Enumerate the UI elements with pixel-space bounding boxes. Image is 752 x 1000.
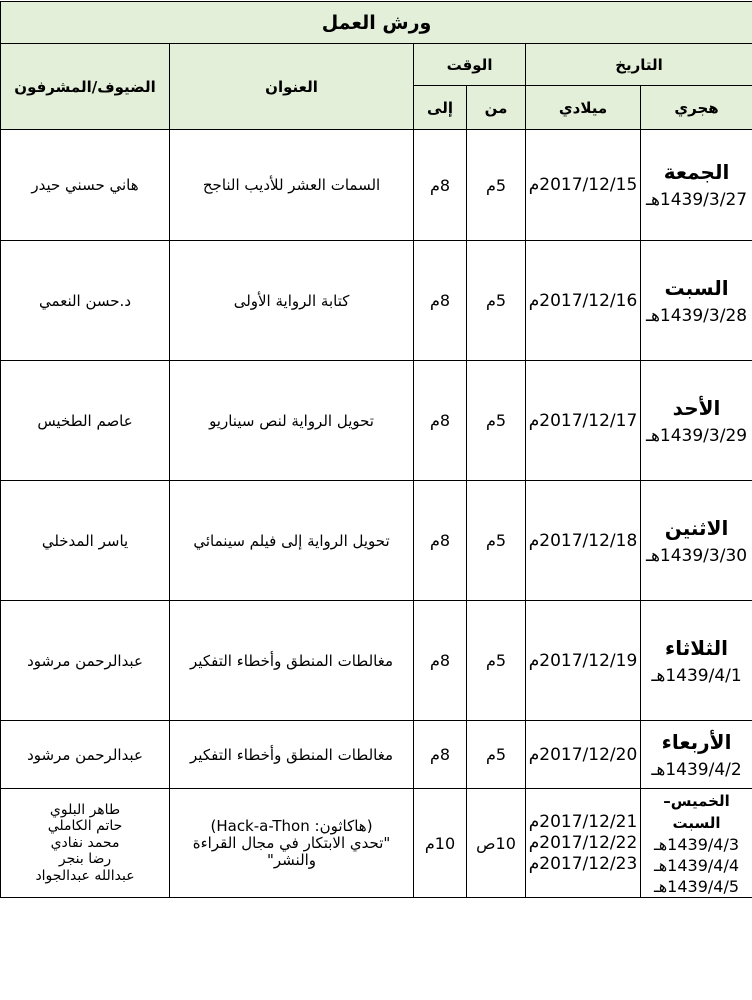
table-row [1, 789, 752, 898]
header-hijri: هجري [641, 86, 752, 130]
hijri-date: 1439/3/29هـ [645, 425, 748, 446]
guest-name: د.حسن النعمي [1, 241, 170, 361]
hijri-cell [641, 601, 752, 721]
gregorian-date: 2017/12/17م [526, 361, 641, 481]
guest-name: محمد نفادي [50, 834, 120, 851]
guest-name: عاصم الطخيس [1, 361, 170, 481]
hijri-date: 1439/4/1هـ [651, 665, 742, 686]
hijri-cell [641, 481, 752, 601]
guest-list [1, 789, 170, 898]
workshop-title [170, 789, 414, 898]
time-from: 5م [467, 721, 526, 789]
table-row [1, 130, 752, 241]
time-to: 8م [414, 361, 467, 481]
table-row [1, 721, 752, 789]
time-to: 8م [414, 601, 467, 721]
day-name: السبت [664, 275, 729, 300]
hijri-cell [641, 130, 752, 241]
workshop-title: تحويل الرواية إلى فيلم سينمائي [170, 481, 414, 601]
hijri-cell [641, 241, 752, 361]
time-to: 8م [414, 130, 467, 241]
time-from: 5م [467, 481, 526, 601]
hijri-date: 1439/3/27هـ [645, 190, 748, 210]
workshop-title: تحويل الرواية لنص سيناريو [170, 361, 414, 481]
hijri-cell [641, 789, 752, 898]
day-name: الجمعة [663, 160, 730, 184]
gregorian-date: 2017/12/19م [526, 601, 641, 721]
table-row [1, 601, 752, 721]
header-date: التاريخ [526, 44, 752, 86]
gregorian-cell [526, 789, 641, 898]
workshop-title: مغالطات المنطق وأخطاء التفكير [170, 601, 414, 721]
gregorian-date: 2017/12/22م [528, 832, 638, 853]
workshop-title-line: "تحدي الابتكار في مجال القراءة [192, 833, 391, 852]
time-to: 8م [414, 481, 467, 601]
hijri-date: 1439/4/3هـ [654, 834, 740, 854]
workshop-title: السمات العشر للأديب الناجح [170, 130, 414, 241]
time-to: 8م [414, 721, 467, 789]
guest-name: هاني حسني حيدر [1, 130, 170, 241]
gregorian-date: 2017/12/15م [526, 130, 641, 241]
time-from: 5م [467, 241, 526, 361]
time-from: 5م [467, 361, 526, 481]
day-name: الاثنين [664, 515, 729, 540]
hijri-cell [641, 721, 752, 789]
day-name: الأربعاء [661, 729, 732, 754]
day-name: الثلاثاء [665, 635, 729, 660]
header-gregorian: ميلادي [526, 86, 641, 130]
gregorian-date: 2017/12/21م [528, 811, 638, 832]
guest-name: عبدالرحمن مرشود [1, 721, 170, 789]
hijri-cell [641, 361, 752, 481]
hijri-date: 1439/4/2هـ [651, 759, 742, 780]
hijri-date: 1439/3/30هـ [645, 545, 748, 566]
guest-name: عبدالرحمن مرشود [1, 601, 170, 721]
guest-name: رضا بنجر [58, 851, 112, 868]
time-from: 10ص [467, 789, 526, 898]
table-row [1, 481, 752, 601]
time-from: 5م [467, 601, 526, 721]
hijri-date: 1439/4/4هـ [654, 855, 740, 875]
workshop-title: مغالطات المنطق وأخطاء التفكير [170, 721, 414, 789]
table-row [1, 241, 752, 361]
workshops-table [0, 1, 752, 898]
hijri-date: 1439/4/5هـ [654, 876, 740, 896]
gregorian-date: 2017/12/20م [526, 721, 641, 789]
guest-name: ياسر المدخلي [1, 481, 170, 601]
workshop-title-line: (هاكاثون: Hack-a-Thon) [210, 816, 373, 835]
header-topic: العنوان [170, 44, 414, 130]
guest-name: طاهر البلوي [49, 801, 121, 818]
time-from: 5م [467, 130, 526, 241]
time-to: 10م [414, 789, 467, 898]
gregorian-date: 2017/12/16م [526, 241, 641, 361]
header-time: الوقت [414, 44, 526, 86]
header-guests: الضيوف/المشرفون [1, 44, 170, 130]
header-to: إلى [414, 86, 467, 130]
workshop-title: كتابة الرواية الأولى [170, 241, 414, 361]
hijri-date: 1439/3/28هـ [645, 305, 748, 326]
table-row [1, 361, 752, 481]
day-name: الأحد [672, 395, 721, 420]
workshop-title-line: والنشر" [266, 850, 317, 869]
table-title: ورش العمل [1, 2, 752, 44]
guest-name: حاتم الكاملي [47, 818, 123, 835]
time-to: 8م [414, 241, 467, 361]
header-from: من [467, 86, 526, 130]
guest-name: عبدالله عبدالجواد [35, 867, 135, 884]
day-name: الخميس–السبت [663, 791, 730, 832]
gregorian-date: 2017/12/18م [526, 481, 641, 601]
gregorian-date: 2017/12/23م [528, 853, 638, 874]
